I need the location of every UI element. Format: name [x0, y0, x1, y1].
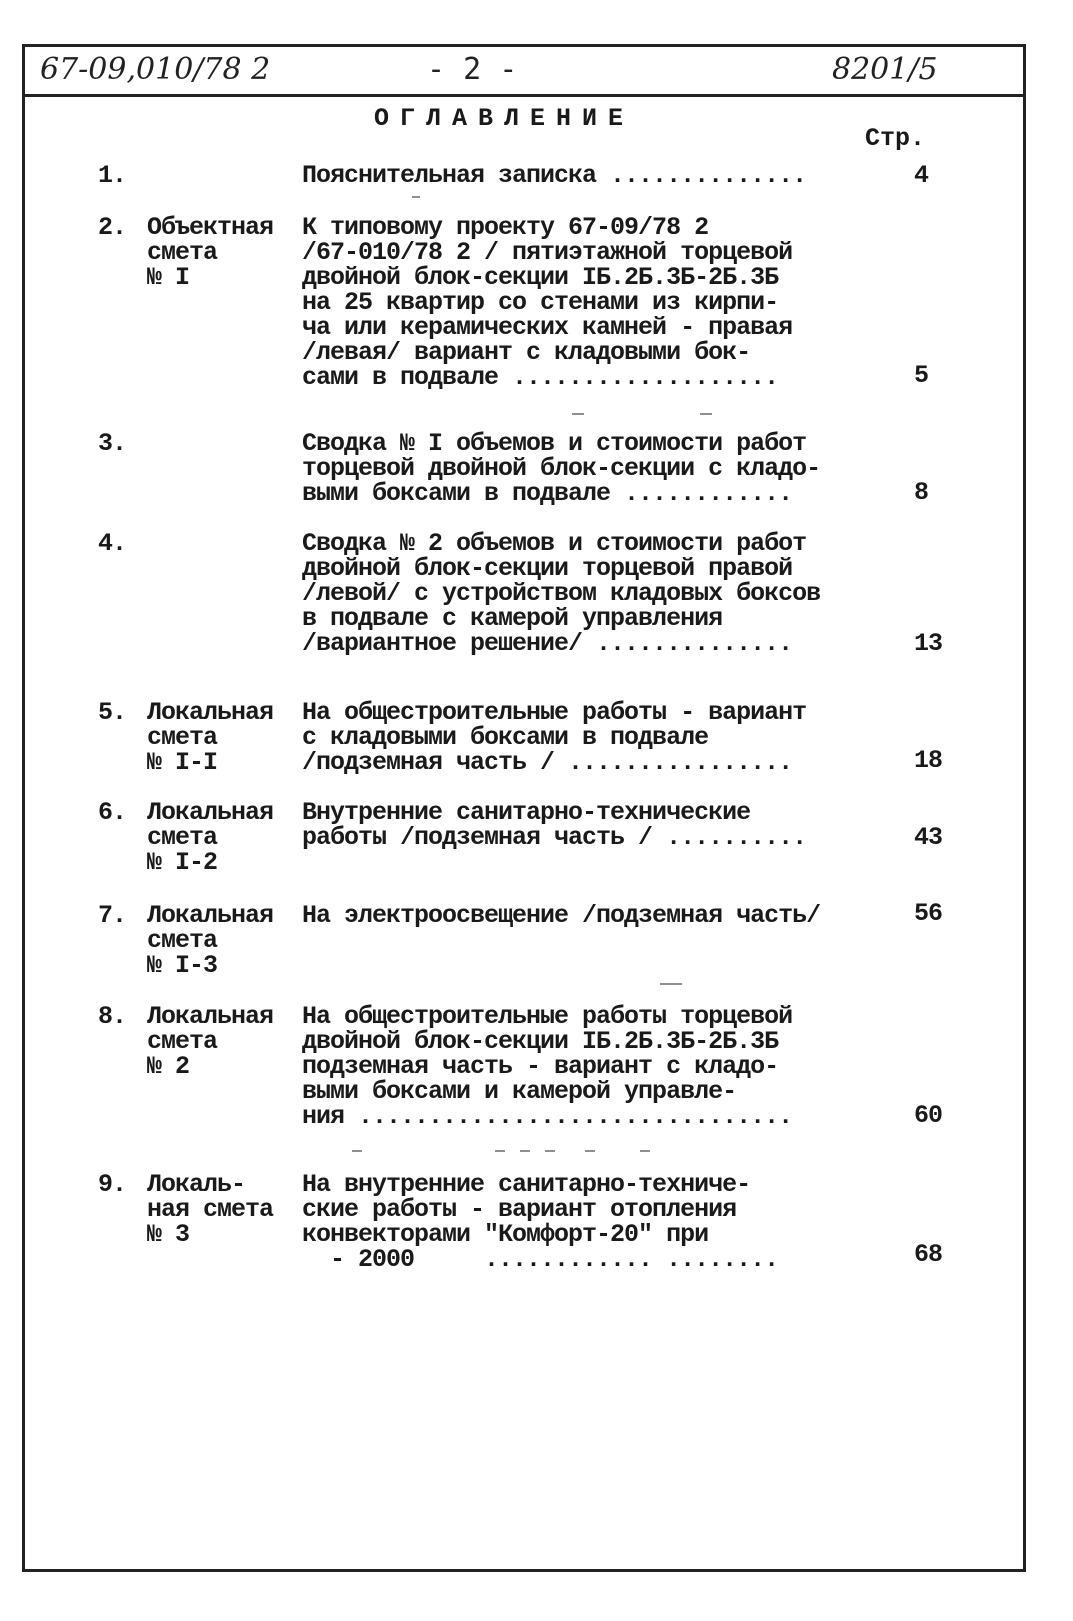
entry-desc-line: К типовому проекту 67-09/78 2: [302, 213, 709, 242]
entry-type-line: Локаль-: [147, 1170, 246, 1199]
entry-page: 60: [914, 1101, 943, 1130]
entry-desc-line: На внутренние санитарно-техниче-: [302, 1170, 751, 1199]
entry-desc-line: /левая/ вариант с кладовыми бок-: [302, 338, 751, 367]
entry-number: 5.: [98, 698, 127, 727]
entry-desc-line: ния ...............................: [302, 1102, 793, 1131]
entry-type-line: Локальная: [147, 698, 274, 727]
entry-type-line: ная смета: [147, 1195, 274, 1224]
scan-mark: [572, 413, 584, 415]
entry-type-line: Локальная: [147, 901, 274, 930]
entry-desc-line: ча или керамических камней - правая: [302, 313, 793, 342]
scan-mark: [640, 1150, 650, 1152]
entry-desc-line: ские работы - вариант отопления: [302, 1195, 737, 1224]
scan-mark: [545, 1150, 555, 1152]
entry-page: 18: [914, 746, 943, 775]
document-code: 67-09,010/78 2: [40, 52, 271, 87]
scan-mark: [585, 1150, 595, 1152]
entry-type-line: Объектная: [147, 213, 274, 242]
entry-desc-line: На общестроительные работы торцевой: [302, 1002, 793, 1031]
entry-desc-line: /левой/ с устройством кладовых боксов: [302, 579, 821, 608]
scan-mark: [520, 1150, 530, 1152]
entry-desc-line: с кладовыми боксами в подвале: [302, 723, 709, 752]
entry-type-line: Локальная: [147, 798, 274, 827]
entry-desc-line: двойной блок-секции IБ.2Б.3Б-2Б.3Б: [302, 263, 779, 292]
entry-type-line: № I-3: [147, 951, 218, 980]
entry-type-line: смета: [147, 238, 218, 267]
scan-mark: [495, 1150, 505, 1152]
entry-desc-line: выми боксами в подвале ............: [302, 479, 793, 508]
entry-page: 56: [914, 899, 943, 928]
scan-mark: [700, 413, 712, 415]
entry-desc-line: - 2000 ............ ........: [302, 1245, 779, 1274]
entry-page: 8: [914, 478, 929, 507]
entry-desc-line: на 25 квартир со стенами из кирпи-: [302, 288, 779, 317]
entry-type-line: № I: [147, 263, 190, 292]
scan-mark: [660, 983, 682, 985]
page-title: ОГЛАВЛЕНИЕ: [374, 104, 635, 133]
entry-desc-line: На электроосвещение /подземная часть/: [302, 901, 821, 930]
page-marker: - 2 -: [427, 52, 518, 87]
entry-page: 13: [914, 629, 943, 658]
entry-type-line: № 3: [147, 1220, 190, 1249]
entry-desc-line: двойной блок-секции IБ.2Б.3Б-2Б.3Б: [302, 1027, 779, 1056]
sheet-number: 8201/5: [832, 52, 938, 87]
entry-desc-line: /67-010/78 2 / пятиэтажной торцевой: [302, 238, 793, 267]
entry-type-line: № 2: [147, 1052, 190, 1081]
entry-type-line: смета: [147, 1027, 218, 1056]
entry-type-line: № I-I: [147, 748, 218, 777]
entry-number: 7.: [98, 901, 127, 930]
entry-number: 3.: [98, 429, 127, 458]
entry-desc-line: сами в подвале ...................: [302, 363, 779, 392]
entry-page: 4: [914, 161, 929, 190]
entry-type-line: смета: [147, 823, 218, 852]
entry-type-line: смета: [147, 926, 218, 955]
page-column-label: Стр.: [865, 124, 926, 153]
entry-type-line: Локальная: [147, 1002, 274, 1031]
entry-number: 8.: [98, 1002, 127, 1031]
entry-desc-line: подземная часть - вариант с кладо-: [302, 1052, 779, 1081]
entry-number: 9.: [98, 1170, 127, 1199]
entry-desc-line: Сводка № 2 объемов и стоимости работ: [302, 529, 807, 558]
entry-desc-line: /подземная часть / ................: [302, 748, 793, 777]
header-stamp: [22, 44, 1026, 97]
entry-desc-line: работы /подземная часть / ..........: [302, 823, 807, 852]
entry-desc-line: выми боксами и камерой управле-: [302, 1077, 737, 1106]
entry-number: 6.: [98, 798, 127, 827]
entry-number: 4.: [98, 529, 127, 558]
entry-desc-line: двойной блок-секции торцевой правой: [302, 554, 793, 583]
entry-desc-line: На общестроительные работы - вариант: [302, 698, 807, 727]
entry-desc-line: в подвале с камерой управления: [302, 604, 723, 633]
entry-desc-line: Сводка № I объемов и стоимости работ: [302, 429, 807, 458]
entry-page: 68: [914, 1240, 943, 1269]
scan-mark: [352, 1150, 362, 1152]
entry-desc-line: Внутренние санитарно-технические: [302, 798, 751, 827]
entry-page: 5: [914, 361, 929, 390]
entry-number: 2.: [98, 213, 127, 242]
scan-mark: [412, 196, 420, 198]
entry-desc-line: /вариантное решение/ ..............: [302, 629, 793, 658]
entry-desc-line: торцевой двойной блок-секции с кладо-: [302, 454, 821, 483]
entry-type-line: № I-2: [147, 848, 218, 877]
entry-desc-line: конвекторами "Комфорт-20" при: [302, 1220, 709, 1249]
entry-type-line: смета: [147, 723, 218, 752]
entry-number: 1.: [98, 161, 127, 190]
entry-page: 43: [914, 823, 943, 852]
entry-desc-line: Пояснительная записка ..............: [302, 161, 807, 190]
